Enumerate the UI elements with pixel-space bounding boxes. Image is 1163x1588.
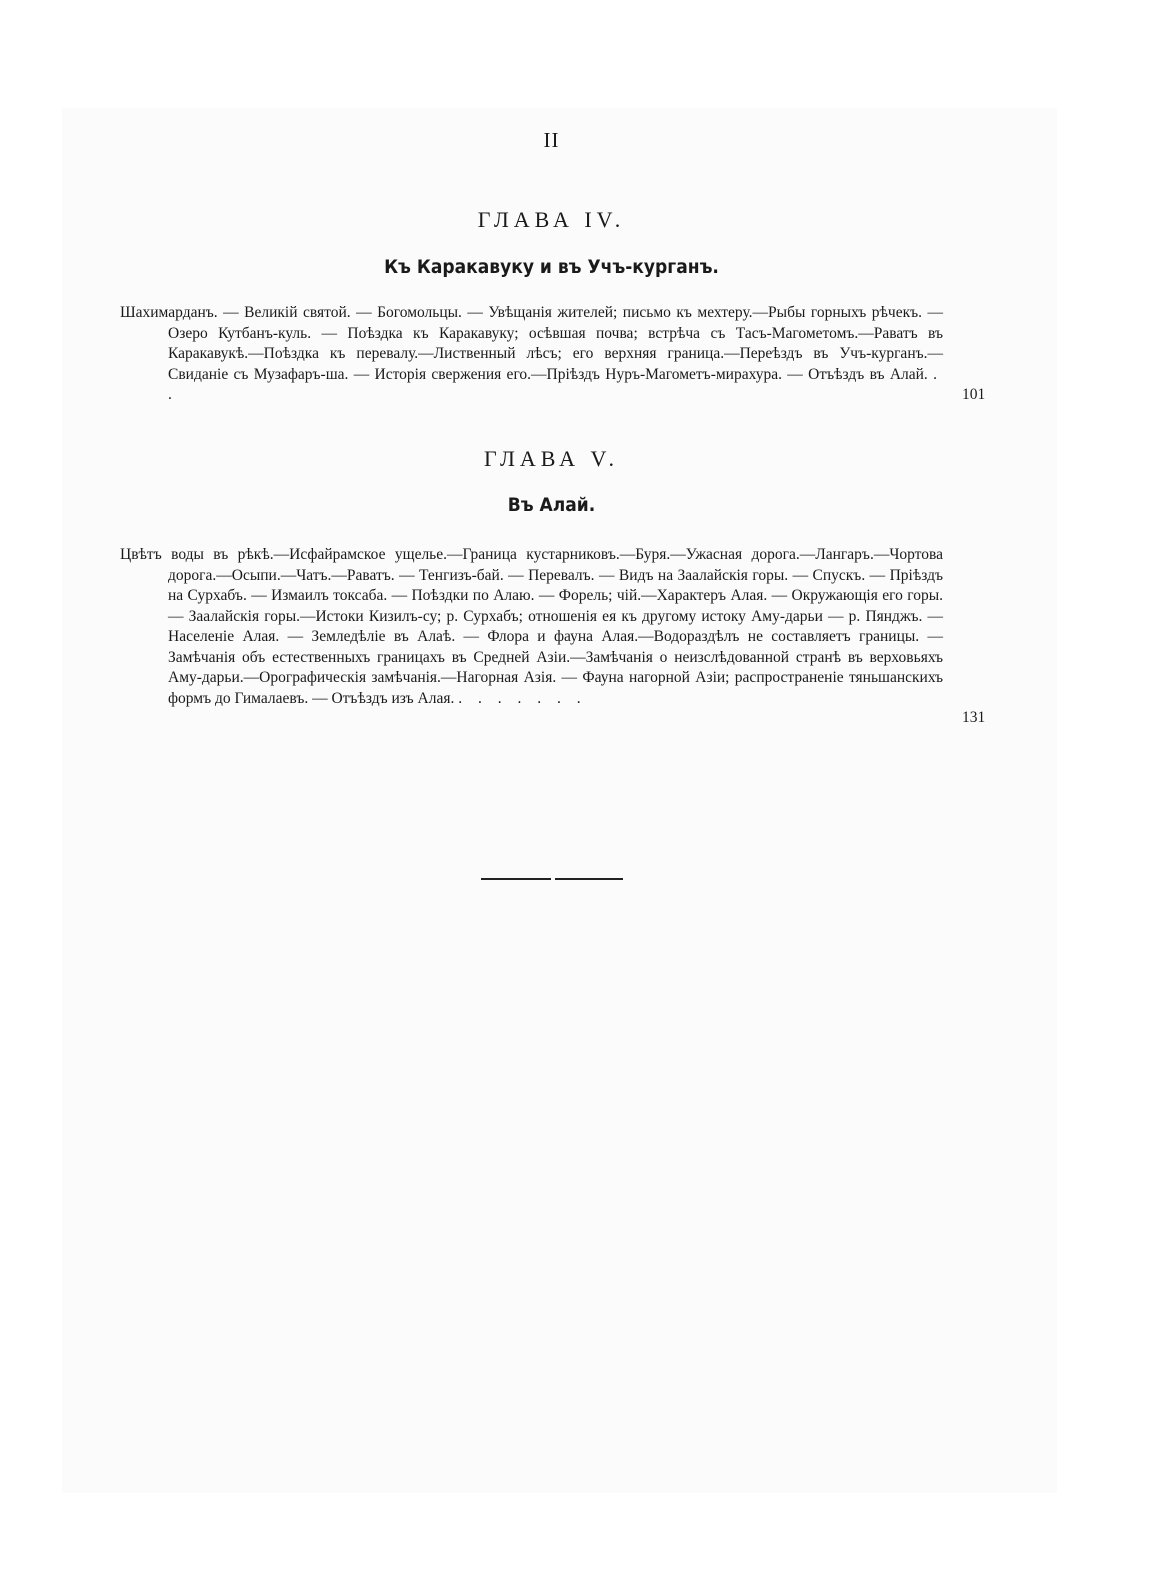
chapter-v-summary-text: Цвѣтъ воды въ рѣкѣ.—Исфайрамское ущелье.—Граница кустарниковъ.—Буря.—Ужасная дорога.—Лангаръ.—Чортова дорога.—Осыпи.—Чатъ.—Раватъ. — Тенгизъ-бай. — Перевалъ. — Видъ на Заалайскія горы. — Спускъ. — Пріѣздъ на Сурхабъ. — Измаилъ токсаба. — Поѣздки по Алаю. — Форель; чій.—Характеръ Алая. — Окружающія его горы. — Заалайскія горы.—Истоки Кизилъ-су; р. Сурхабъ; отношенія ея къ другому истоку Аму-дарьи — р. Пянджъ. — Населеніе Алая. — Земледѣліе въ Алаѣ. — Флора и фауна Алая.—Водораздѣлъ не составляетъ границы. — Замѣчанія объ естественныхъ границахъ въ Средней Азіи.—Замѣчанія о неизслѣдованной странѣ въ верховьяхъ Аму-дарьи.—Орографическія замѣчанія.—Нагорная Азія. — Фауна нагорной Азіи; распространеніе тяньшанскихъ формъ до Гималаевъ. — Отъѣздъ изъ Алая. xyxy=(120,546,943,707)
chapter-v-title: Въ Алай. xyxy=(507,494,596,516)
chapter-v-page-ref: 131 xyxy=(962,709,986,726)
end-rule-right xyxy=(555,878,623,880)
end-rule-left xyxy=(481,878,551,880)
chapter-iv-title: Къ Каракавуку и въ Учъ-курганъ. xyxy=(384,256,719,278)
chapter-iv-summary-text: Шахимарданъ. — Великій святой. — Богомольцы. — Увѣщанія жителей; письмо къ мехтеру.—Рыбы горныхъ рѣчекъ. — Озеро Кутбанъ-куль. — Поѣздка къ Каракавуку; осѣвшая почва; встрѣча съ Тасъ-Магометомъ.—Раватъ въ Каракавукѣ.—Поѣздка къ перевалу.—Лиственный лѣсъ; его верхняя граница.—Переѣздъ въ Учъ-курганъ.—Свиданіе съ Музафаръ-ша. — Исторія свержения его.—Пріѣздъ Нуръ-Магометъ-мирахура. — Отъѣздъ въ Алай. xyxy=(120,304,943,383)
chapter-v-summary xyxy=(120,545,943,709)
chapter-v-dot-leader: . . . . . . . xyxy=(458,689,587,707)
chapter-iv-summary xyxy=(120,303,943,406)
chapter-iv-heading: ГЛАВА IV. xyxy=(477,207,626,232)
page-number: II xyxy=(543,128,560,152)
chapter-v-heading: ГЛАВА V. xyxy=(483,446,620,471)
chapter-iv-dot-leader: . . xyxy=(168,365,943,403)
chapter-iv-page-ref: 101 xyxy=(962,386,986,403)
